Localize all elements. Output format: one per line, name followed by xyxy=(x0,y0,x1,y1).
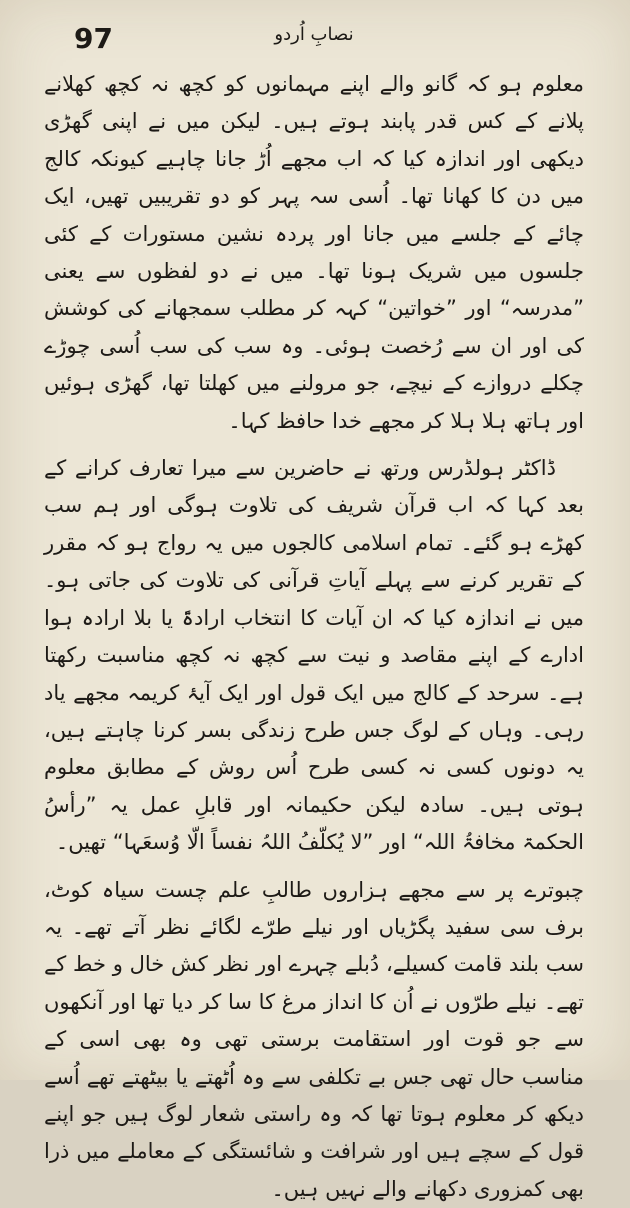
page-body xyxy=(44,66,584,1208)
paragraph-3: چبوترے پر سے مجھے ہزاروں طالبِ علم چست سیاہ کوٹ، برف سی سفید پگڑیاں اور نیلے طرّے لگائے نظر آتے تھے۔ یہ سب بلند قامت کسیلے، دُبلے چہرے اور نظر کش خال و خط کے تھے۔ نیلے طرّوں نے اُن کا انداز مرغ کا سا کر دیا تھا اور آنکھوں سے جو قوت اور استقامت برستی تھی وہ بھی اسی کے مناسب حال تھی جس بے تکلفی سے وہ اُٹھتے یا بیٹھتے تھے اُسے دیکھ کر معلوم ہوتا تھا کہ وہ راستی شعار لوگ ہیں جو اپنے قول کے سچے ہیں اور شرافت و شائستگی کے معاملے میں ذرا بھی کمزوری دکھانے والے نہیں ہیں۔ xyxy=(44,877,584,1201)
page-number: 97 xyxy=(74,22,113,55)
paragraph-2: ڈاکٹر ہولڈرس ورتھ نے حاضرین سے میرا تعارف کرانے کے بعد کہا کہ اب قرآن شریف کی تلاوت ہوگی اور ہم سب کھڑے ہو گئے۔ تمام اسلامی کالجوں میں یہ رواج ہو کہ مقرر کے تقریر کرنے سے پہلے آیاتِ قرآنی کی تلاوت کی جاتی ہو۔ میں نے اندازہ کیا کہ ان آیات کا انتخاب ارادۃً یا بلا ارادہ ہوا ادارے کے اپنے مقاصد و نیت سے کچھ نہ کچھ مناسبت رکھتا ہے۔ سرحد کے کالج میں ایک قول اور ایک آیۂ کریمہ مجھے یاد رہی۔ وہاں کے لوگ جس طرح زندگی بسر کرنا چاہتے ہیں، یہ دونوں کسی نہ کسی طرح اُس روش کے مطابق معلوم ہوتی ہیں۔ سادہ لیکن حکیمانہ اور قابلِ عمل یہ ”رأسُ الحکمۃ مخافۃُ اللہ“ اور ”لا یُکلّفُ اللہُ نفساً الّا وُسعَہا“ تھیں۔ xyxy=(44,456,584,855)
page-header xyxy=(44,16,584,66)
paragraph-1: معلوم ہو کہ گانو والے اپنے مہمانوں کو کچھ نہ کچھ کھلانے پلانے کے کس قدر پابند ہوتے ہیں۔ لیکن میں نے اپنی گھڑی دیکھی اور اندازہ کیا کہ اب مجھے اُڑ جانا چاہیے کیونکہ کالج میں دن کا کھانا تھا۔ اُسی سہ پہر کو دو تقریبیں تھیں، ایک چائے کے جلسے میں جانا اور پردہ نشین مستورات کے کئی جلسوں میں شریک ہونا تھا۔ میں نے دو لفظوں سے یعنی ”مدرسہ“ اور ”خواتین“ کہہ کر مطلب سمجھانے کی کوشش کی اور ان سے رُخصت ہوئی۔ وہ سب کی سب اُسی چوڑے چکلے دروازے کے نیچے، جو مرولنے میں کھلتا تھا، گھڑی ہوئیں اور ہاتھ ہلا ہلا کر مجھے خدا حافظ کہا۔ xyxy=(44,72,584,433)
running-title: نصابِ اُردو xyxy=(274,24,354,45)
